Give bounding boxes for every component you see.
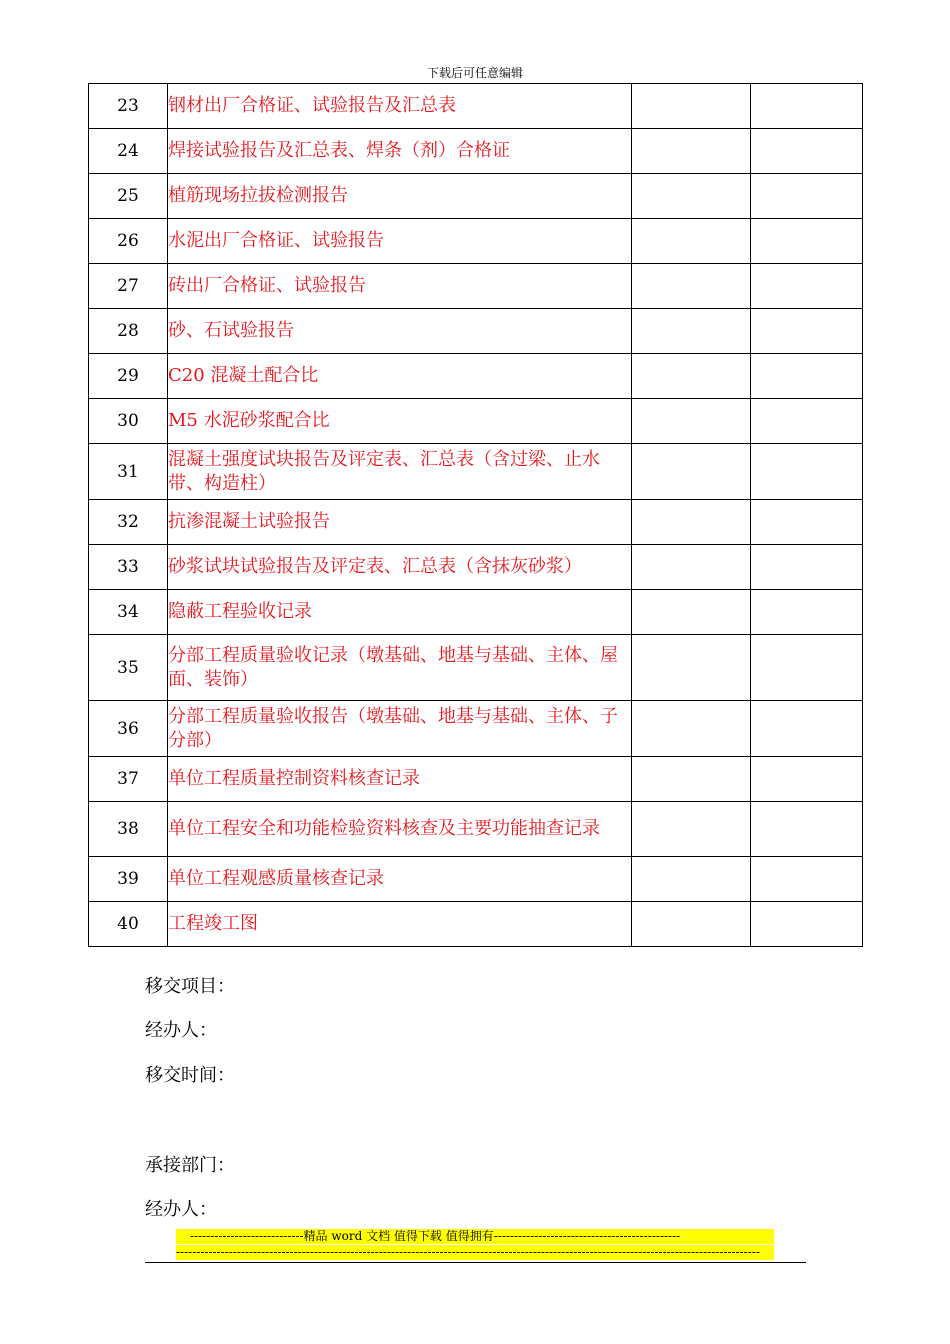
row-blank-cell	[632, 635, 751, 701]
row-number: 34	[89, 590, 168, 635]
row-blank-cell	[632, 129, 751, 174]
row-number: 32	[89, 500, 168, 545]
row-number: 31	[89, 444, 168, 500]
footer-rule	[145, 1262, 806, 1263]
row-description: 砖出厂合格证、试验报告	[168, 264, 632, 309]
receiving-dept-label: 承接部门：	[145, 1155, 235, 1176]
row-description: 焊接试验报告及汇总表、焊条（剂）合格证	[168, 129, 632, 174]
table-row	[89, 354, 863, 399]
row-number: 33	[89, 545, 168, 590]
row-description: M5 水泥砂浆配合比	[168, 399, 632, 444]
row-blank-cell	[632, 757, 751, 802]
row-description: 工程竣工图	[168, 902, 632, 947]
row-number: 36	[89, 701, 168, 757]
row-blank-cell	[751, 857, 863, 902]
row-description: 分部工程质量验收报告（墩基础、地基与基础、主体、子分部）	[168, 701, 632, 757]
row-blank-cell	[632, 590, 751, 635]
table-row	[89, 902, 863, 947]
transfer-item-label: 移交项目：	[145, 976, 235, 997]
row-blank-cell	[632, 701, 751, 757]
row-description: 植筋现场拉拔检测报告	[168, 174, 632, 219]
row-blank-cell	[632, 857, 751, 902]
row-description: 混凝土强度试块报告及评定表、汇总表（含过梁、止水带、构造柱）	[168, 444, 632, 500]
handler-label-2: 经办人：	[145, 1199, 217, 1220]
table-row	[89, 264, 863, 309]
table-row	[89, 635, 863, 701]
table-row	[89, 129, 863, 174]
row-description: 单位工程观感质量核查记录	[168, 857, 632, 902]
table-row	[89, 857, 863, 902]
row-description: 隐蔽工程验收记录	[168, 590, 632, 635]
table-row	[89, 174, 863, 219]
table-row	[89, 500, 863, 545]
row-description: C20 混凝土配合比	[168, 354, 632, 399]
row-number: 25	[89, 174, 168, 219]
row-description: 砂浆试块试验报告及评定表、汇总表（含抹灰砂浆）	[168, 545, 632, 590]
row-number: 37	[89, 757, 168, 802]
row-blank-cell	[632, 545, 751, 590]
row-number: 30	[89, 399, 168, 444]
table-row	[89, 309, 863, 354]
table-row	[89, 701, 863, 757]
row-blank-cell	[632, 174, 751, 219]
row-blank-cell	[632, 500, 751, 545]
table-row	[89, 399, 863, 444]
row-number: 29	[89, 354, 168, 399]
row-number: 23	[89, 84, 168, 129]
row-blank-cell	[751, 309, 863, 354]
footer-banner-line-2: ------------------------------------------------------------------------------------------------------------------------------------------------	[176, 1245, 774, 1260]
row-number: 40	[89, 902, 168, 947]
row-blank-cell	[751, 902, 863, 947]
row-description: 单位工程质量控制资料核查记录	[168, 757, 632, 802]
row-blank-cell	[632, 902, 751, 947]
row-blank-cell	[632, 354, 751, 399]
row-number: 26	[89, 219, 168, 264]
row-blank-cell	[751, 500, 863, 545]
row-description: 水泥出厂合格证、试验报告	[168, 219, 632, 264]
row-blank-cell	[632, 309, 751, 354]
row-blank-cell	[632, 264, 751, 309]
row-number: 39	[89, 857, 168, 902]
row-description: 砂、石试验报告	[168, 309, 632, 354]
table-row	[89, 84, 863, 129]
row-description: 抗渗混凝土试验报告	[168, 500, 632, 545]
row-number: 24	[89, 129, 168, 174]
table-row	[89, 545, 863, 590]
row-blank-cell	[751, 635, 863, 701]
row-blank-cell	[751, 701, 863, 757]
table-row	[89, 757, 863, 802]
row-blank-cell	[751, 174, 863, 219]
row-blank-cell	[751, 264, 863, 309]
row-number: 38	[89, 802, 168, 857]
row-blank-cell	[632, 219, 751, 264]
document-list-table	[88, 83, 863, 947]
row-blank-cell	[751, 757, 863, 802]
row-blank-cell	[751, 399, 863, 444]
row-blank-cell	[751, 590, 863, 635]
table-row	[89, 444, 863, 500]
row-blank-cell	[632, 444, 751, 500]
row-blank-cell	[632, 84, 751, 129]
table-row	[89, 590, 863, 635]
page-header: 下载后可任意编辑	[426, 66, 523, 80]
row-number: 35	[89, 635, 168, 701]
handler-label-1: 经办人：	[145, 1020, 217, 1041]
row-blank-cell	[751, 219, 863, 264]
transfer-time-label: 移交时间：	[145, 1065, 235, 1086]
table-row	[89, 219, 863, 264]
row-blank-cell	[632, 802, 751, 857]
row-blank-cell	[632, 399, 751, 444]
row-blank-cell	[751, 545, 863, 590]
row-description: 钢材出厂合格证、试验报告及汇总表	[168, 84, 632, 129]
row-blank-cell	[751, 444, 863, 500]
row-description: 单位工程安全和功能检验资料核查及主要功能抽查记录	[168, 802, 632, 857]
row-description: 分部工程质量验收记录（墩基础、地基与基础、主体、屋面、装饰）	[168, 635, 632, 701]
row-number: 28	[89, 309, 168, 354]
row-blank-cell	[751, 354, 863, 399]
row-blank-cell	[751, 84, 863, 129]
table-body	[89, 84, 863, 947]
row-number: 27	[89, 264, 168, 309]
footer-banner-line-1: ----------------------------精品 word 文档 值得下载 值得拥有----------------------------------------------	[176, 1229, 774, 1244]
row-blank-cell	[751, 802, 863, 857]
table-row	[89, 802, 863, 857]
row-blank-cell	[751, 129, 863, 174]
